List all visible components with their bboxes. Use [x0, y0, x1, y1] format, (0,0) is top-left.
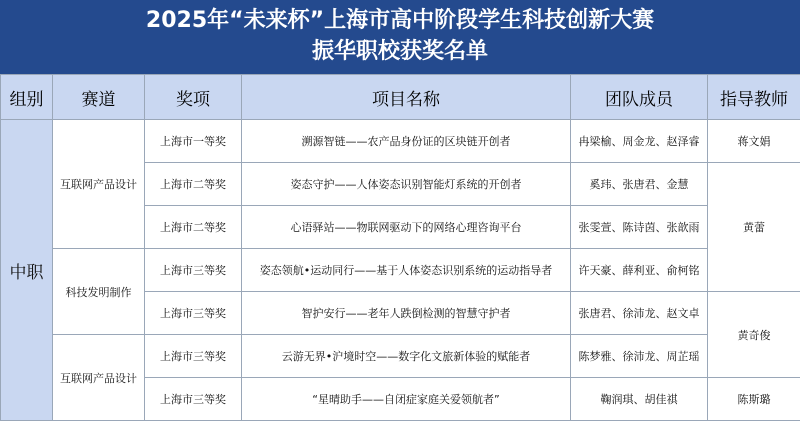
- members-cell: 奚玮、张唐君、金慧: [571, 163, 708, 206]
- teacher-cell: 蒋文娟: [708, 120, 800, 163]
- table-row: [1, 335, 800, 378]
- track-cell: 互联网产品设计: [53, 335, 145, 421]
- header-members: 团队成员: [571, 75, 708, 120]
- header-row: [1, 75, 800, 120]
- project-cell: 溯源智链——农产品身份证的区块链开创者: [242, 120, 571, 163]
- members-cell: 陈梦雅、徐沛龙、周芷瑶: [571, 335, 708, 378]
- award-cell: 上海市三等奖: [145, 249, 242, 292]
- teacher-cell: 黄蕾: [708, 163, 800, 292]
- awards-table: [0, 74, 800, 421]
- header-project: 项目名称: [242, 75, 571, 120]
- group-cell: 中职: [1, 120, 53, 421]
- award-cell: 上海市三等奖: [145, 292, 242, 335]
- project-cell: 姿态守护——人体姿态识别智能灯系统的开创者: [242, 163, 571, 206]
- header-award: 奖项: [145, 75, 242, 120]
- title-banner: [0, 0, 800, 74]
- members-cell: 许天豪、薛利亚、俞柯铭: [571, 249, 708, 292]
- header-group: 组别: [1, 75, 53, 120]
- award-cell: 上海市三等奖: [145, 335, 242, 378]
- header-track: 赛道: [53, 75, 145, 120]
- track-cell: 互联网产品设计: [53, 120, 145, 249]
- project-cell: 姿态领航•运动同行——基于人体姿态识别系统的运动指导者: [242, 249, 571, 292]
- members-cell: 冉梁榆、周金龙、赵泽睿: [571, 120, 708, 163]
- track-cell: 科技发明制作: [53, 249, 145, 335]
- teacher-cell: 陈斯璐: [708, 378, 800, 421]
- members-cell: 鞠润琪、胡佳祺: [571, 378, 708, 421]
- table-row: [1, 249, 800, 292]
- award-cell: 上海市二等奖: [145, 163, 242, 206]
- award-cell: 上海市二等奖: [145, 206, 242, 249]
- header-teacher: 指导教师: [708, 75, 800, 120]
- teacher-cell: 黄奇俊: [708, 292, 800, 378]
- award-cell: 上海市一等奖: [145, 120, 242, 163]
- project-cell: 智护安行——老年人跌倒检测的智慧守护者: [242, 292, 571, 335]
- title-line-2: 振华职校获奖名单: [311, 39, 488, 64]
- members-cell: 张雯萱、陈诗茵、张歆雨: [571, 206, 708, 249]
- table-row: [1, 120, 800, 163]
- project-cell: 心语驿站——物联网驱动下的网络心理咨询平台: [242, 206, 571, 249]
- members-cell: 张唐君、徐沛龙、赵文卓: [571, 292, 708, 335]
- project-cell: 云游无界•沪境时空——数字化文旅新体验的赋能者: [242, 335, 571, 378]
- project-cell: “星晴助手——自闭症家庭关爱领航者”: [242, 378, 571, 421]
- title-line-1: 2025年“未来杯”上海市高中阶段学生科技创新大赛: [145, 8, 655, 33]
- award-cell: 上海市三等奖: [145, 378, 242, 421]
